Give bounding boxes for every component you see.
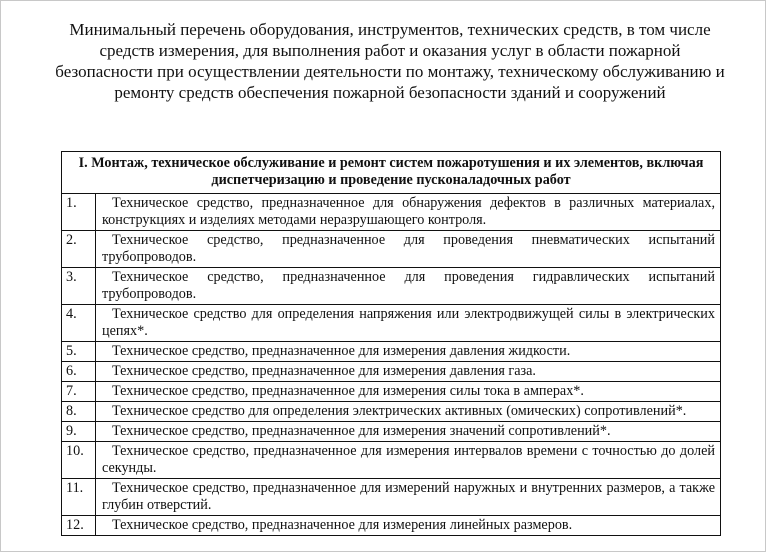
table-row	[62, 422, 721, 442]
table-row	[62, 402, 721, 422]
section-header-row	[62, 152, 721, 194]
item-number: 11.	[62, 479, 96, 516]
item-number: 12.	[62, 516, 96, 536]
item-text: Техническое средство, предназначенное для измерений наружных и внутренних размеров, а также глубин отверстий.	[96, 479, 721, 516]
item-text: Техническое средство, предназначенное для обнаружения дефектов в различных материалах, конструкциях и изделиях методами неразрушающего контроля.	[96, 194, 721, 231]
item-number: 2.	[62, 231, 96, 268]
item-number: 10.	[62, 442, 96, 479]
item-number: 8.	[62, 402, 96, 422]
item-number: 9.	[62, 422, 96, 442]
item-number: 6.	[62, 362, 96, 382]
item-text: Техническое средство, предназначенное для проведения пневматических испытаний трубопроводов.	[96, 231, 721, 268]
item-number: 4.	[62, 305, 96, 342]
table-row	[62, 268, 721, 305]
table-row	[62, 305, 721, 342]
table-row	[62, 382, 721, 402]
item-text: Техническое средство, предназначенное для измерения силы тока в амперах*.	[96, 382, 721, 402]
table-row	[62, 231, 721, 268]
item-number: 1.	[62, 194, 96, 231]
equipment-table	[61, 151, 721, 536]
item-text: Техническое средство, предназначенное для измерения давления жидкости.	[96, 342, 721, 362]
item-text: Техническое средство для определения электрических активных (омических) сопротивлений*.	[96, 402, 721, 422]
table-row	[62, 342, 721, 362]
item-number: 3.	[62, 268, 96, 305]
item-text: Техническое средство, предназначенное для проведения гидравлических испытаний трубопроводов.	[96, 268, 721, 305]
section-heading: I. Монтаж, техническое обслуживание и ремонт систем пожаротушения и их элементов, включая диспетчеризацию и проведение пусконаладочных работ	[62, 152, 721, 194]
item-text: Техническое средство, предназначенное для измерения значений сопротивлений*.	[96, 422, 721, 442]
table-row	[62, 479, 721, 516]
item-text: Техническое средство, предназначенное для измерения давления газа.	[96, 362, 721, 382]
table-row	[62, 362, 721, 382]
item-number: 5.	[62, 342, 96, 362]
item-number: 7.	[62, 382, 96, 402]
item-text: Техническое средство, предназначенное для измерения интервалов времени с точностью до долей секунды.	[96, 442, 721, 479]
table-row	[62, 442, 721, 479]
item-text: Техническое средство для определения напряжения или электродвижущей силы в электрических цепях*.	[96, 305, 721, 342]
table-row	[62, 516, 721, 536]
item-text: Техническое средство, предназначенное для измерения линейных размеров.	[96, 516, 721, 536]
document-title: Минимальный перечень оборудования, инструментов, технических средств, в том числе средств измерения, для выполнения работ и оказания услуг в области пожарной безопасности при осуществлении деятельности по монтажу, техническому обслуживанию и ремонту средств обеспечения пожарной безопасности зданий и сооружений	[55, 20, 725, 102]
table-row	[62, 194, 721, 231]
